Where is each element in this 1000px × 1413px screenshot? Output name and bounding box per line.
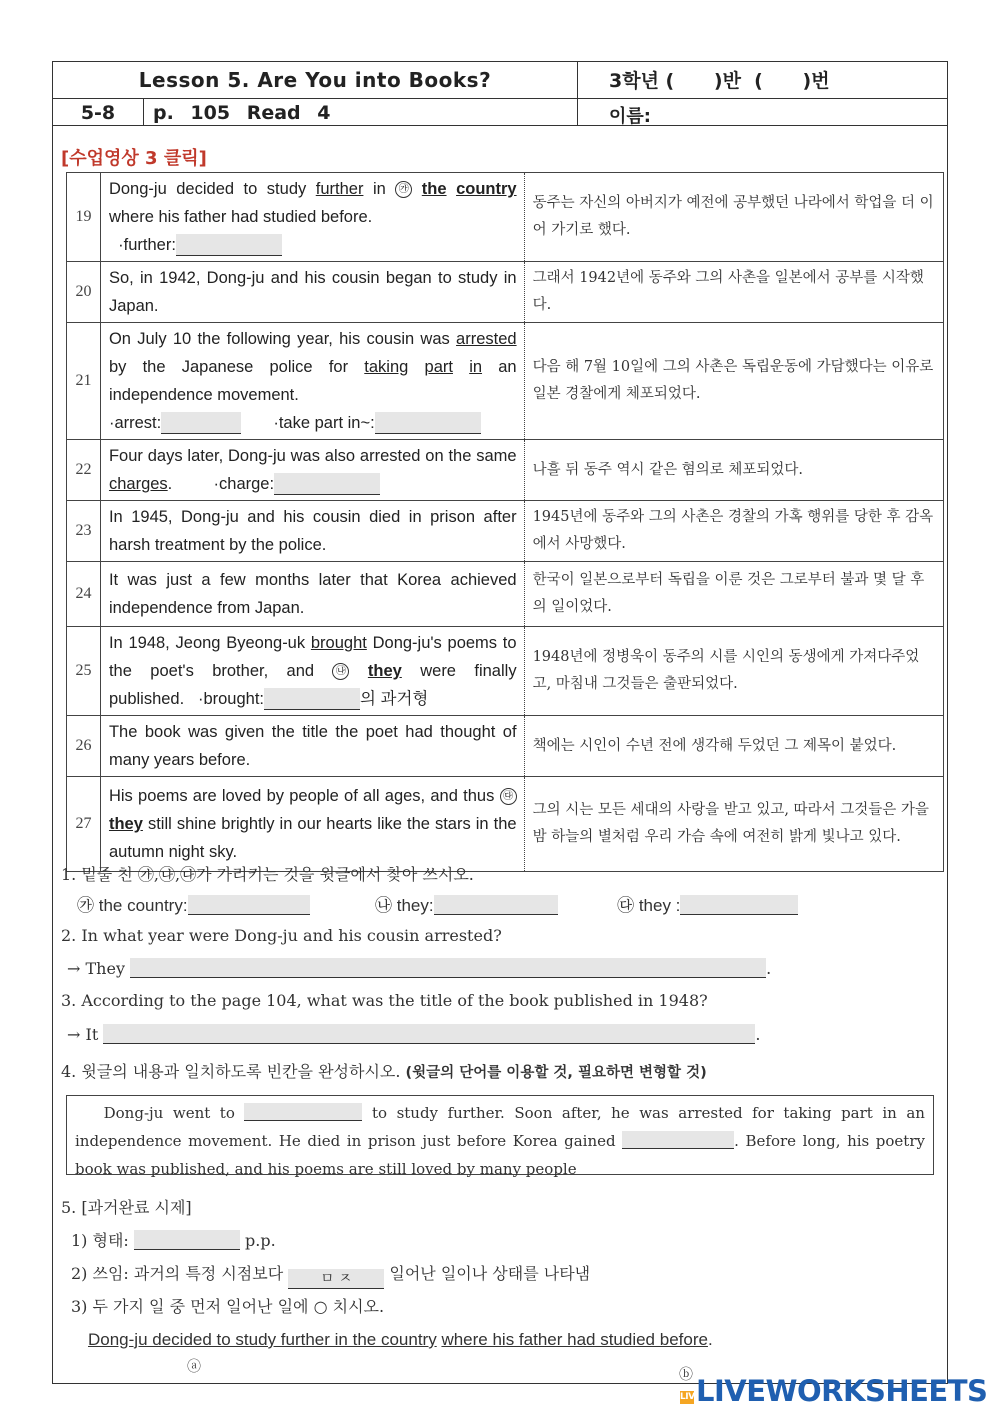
- korean-translation: 다음 해 7월 10일에 그의 사촌은 독립운동에 가담했다는 이유로 일본 경찰에게 체포되었다.: [524, 323, 943, 440]
- question-3: 3. According to the page 104, what was the title of the book published in 1948?: [61, 991, 708, 1010]
- vocab-input-take-part-in[interactable]: [375, 412, 481, 434]
- table-row: [67, 173, 944, 262]
- lesson-page: p. 105 Read 4: [153, 102, 331, 124]
- question-2: 2. In what year were Dong-ju and his cousin arrested?: [61, 926, 502, 945]
- korean-translation: 1945년에 동주와 그의 사촌은 경찰의 가혹 행위를 당한 후 감옥에서 사망했다.: [524, 501, 943, 562]
- korean-translation: 1948년에 정병욱이 동주의 시를 시인의 동생에게 가져다주었고, 마침내 그것들은 출판되었다.: [524, 627, 943, 716]
- vocab-input-charge[interactable]: [274, 473, 380, 495]
- english-sentence: In 1945, Dong-ju and his cousin died in prison after harsh treatment by the police.: [100, 501, 524, 562]
- question-1: 1. 밑줄 친 ㉮,㉯,㉰가 가리키는 것을 윗글에서 찾아 쓰시오.: [61, 865, 474, 884]
- lesson-title: Lesson 5. Are You into Books?: [138, 68, 492, 92]
- table-row: 20 So, in 1942, Dong-ju and his cousin began to study in Japan. 그래서 1942년에 동주와 그의 사촌을 일본에서 공부를 시작했다.: [67, 262, 944, 323]
- q3-answer-row: → It .: [67, 1025, 761, 1044]
- worksheet: [52, 61, 948, 1384]
- english-sentence: The book was given the title the poet had thought of many years before.: [100, 716, 524, 777]
- marker-na: ㉯: [332, 663, 349, 680]
- summary-input-1[interactable]: [244, 1103, 362, 1121]
- english-sentence: So, in 1942, Dong-ju and his cousin began to study in Japan.: [100, 262, 524, 323]
- english-sentence: In 1948, Jeong Byeong-uk brought Dong-ju's poems to the poet's brother, and ㉯ they were finally published. ·brought: 의 과거형: [100, 627, 524, 716]
- english-sentence: His poems are loved by people of all ages, and thus ㉰ they still shine brightly in our hearts like the stars in the autumn night sky.: [100, 777, 524, 872]
- label-b: ⓑ: [679, 1367, 693, 1383]
- marker-da: ㉰: [500, 788, 517, 805]
- q2-input[interactable]: [130, 958, 766, 978]
- question-5: 5. [과거완료 시제]: [61, 1198, 192, 1217]
- name-field[interactable]: 이름:: [609, 106, 651, 127]
- summary-box: Dong-ju went to to study further. Soon after, he was arrested for taking part in an independence movement. He died in prison just before Korea gained . Before long, his poetry book was published, and his poems are still loved by many people: [66, 1095, 934, 1175]
- table-row: 22 Four days later, Dong-ju was also arrested on the same charges. ·charge: 나흘 뒤 동주 역시 같은 혐의로 체포되었다.: [67, 440, 944, 501]
- english-sentence: Four days later, Dong-ju was also arrested on the same charges. ·charge:: [100, 440, 524, 501]
- table-row: 24 It was just a few months later that Korea achieved independence from Japan. 한국이 일본으로부터 독립을 이룬 것은 그로부터 불과 몇 달 후의 일이었다.: [67, 562, 944, 627]
- clause-a[interactable]: Dong-ju decided to study further in the country: [88, 1330, 437, 1349]
- korean-translation: 동주는 자신의 아버지가 예전에 공부했던 나라에서 학업을 더 이어 가기로 했다.: [524, 173, 943, 262]
- q2-answer-row: → They .: [67, 959, 772, 978]
- q5-usage-row: 2) 쓰임: 과거의 특정 시점보다 ㅁ ㅈ 일어난 일이나 상태를 나타냄: [71, 1264, 591, 1287]
- vocab-input-brought[interactable]: [264, 688, 360, 710]
- table-row: 23 In 1945, Dong-ju and his cousin died in prison after harsh treatment by the police. 1945년에 동주와 그의 사촌은 경찰의 가혹 행위를 당한 후 감옥에서 사망했다.: [67, 501, 944, 562]
- q5-usage-input[interactable]: ㅁ ㅈ: [288, 1269, 384, 1289]
- live-badge-icon: LIVE: [680, 1392, 701, 1402]
- class-video-link[interactable]: [수업영상 3 클릭]: [61, 148, 207, 169]
- summary-input-2[interactable]: [622, 1131, 734, 1149]
- marker-ga: ㉮: [395, 181, 412, 198]
- liveworksheets-logo: LIVELIVEWORKSHEETS: [680, 1374, 988, 1408]
- vocab-input-further[interactable]: [176, 234, 282, 256]
- q5-form-input[interactable]: [134, 1230, 240, 1250]
- q1b-input[interactable]: [434, 895, 558, 915]
- table-row: 21 On July 10 the following year, his cousin was arrested by the Japanese police for taking part in an independence movement. ·arrest: ·take part in~: 다음 해 7월 10일에 그의 사촌은 독립운동에 가담했다는 이유로 일본 경찰에게 체포되었다.: [67, 323, 944, 440]
- korean-translation: 한국이 일본으로부터 독립을 이룬 것은 그로부터 불과 몇 달 후의 일이었다.: [524, 562, 943, 627]
- english-sentence: On July 10 the following year, his cousin was arrested by the Japanese police for taking part in an independence movement. ·arrest: ·take part in~:: [100, 323, 524, 440]
- q1a-input[interactable]: [188, 895, 310, 915]
- korean-translation: 나흘 뒤 동주 역시 같은 혐의로 체포되었다.: [524, 440, 943, 501]
- english-sentence: Dong-ju decided to study further in ㉮ the country where his father had studied before. ·further:: [100, 173, 524, 262]
- label-a: ⓐ: [187, 1359, 201, 1375]
- table-row: 25 In 1948, Jeong Byeong-uk brought Dong-ju's poems to the poet's brother, and ㉯ they were finally published. ·brought: 의 과거형 1948년에 정병욱이 동주의 시를 시인의 동생에게 가져다주었고, 마침내 그것들은 출판되었다.: [67, 627, 944, 716]
- korean-translation: 그의 시는 모든 세대의 사랑을 받고 있고, 따라서 그것들은 가을밤 하늘의 별처럼 우리 가슴 속에 여전히 밝게 빛나고 있다.: [524, 777, 943, 872]
- header: [53, 62, 947, 126]
- question-4: 4. 윗글의 내용과 일치하도록 빈칸을 완성하시오. (윗글의 단어를 이용할 것, 필요하면 변형할 것): [61, 1062, 707, 1081]
- row-number: 19: [67, 173, 101, 262]
- q3-input[interactable]: [103, 1024, 755, 1044]
- korean-translation: 그래서 1942년에 동주와 그의 사촌을 일본에서 공부를 시작했다.: [524, 262, 943, 323]
- q1-answer-row: ㉮ the country: ㉯ they: ㉰ they :: [77, 891, 798, 916]
- class-number-field[interactable]: 3학년 ( )반 ( )번: [609, 70, 830, 92]
- english-sentence: It was just a few months later that Korea achieved independence from Japan.: [100, 562, 524, 627]
- clause-b[interactable]: where his father had studied before: [441, 1330, 708, 1349]
- korean-translation: 책에는 시인이 수년 전에 생각해 두었던 그 제목이 붙었다.: [524, 716, 943, 777]
- q1c-input[interactable]: [680, 895, 798, 915]
- lesson-code: 5-8: [80, 102, 116, 124]
- vocab-input-arrest[interactable]: [161, 412, 241, 434]
- reading-table: [66, 172, 944, 872]
- table-row: 26 The book was given the title the poet had thought of many years before. 책에는 시인이 수년 전에 생각해 두었던 그 제목이 붙었다.: [67, 716, 944, 777]
- q5-form-row: 1) 형태: p.p.: [71, 1231, 276, 1250]
- example-sentence: Dong-ju decided to study further in the country where his father had studied before.: [88, 1330, 713, 1349]
- table-row: 27 His poems are loved by people of all ages, and thus ㉰ they still shine brightly in our hearts like the stars in the autumn night sky. 그의 시는 모든 세대의 사랑을 받고 있고, 따라서 그것들은 가을밤 하늘의 별처럼 우리 가슴 속에 여전히 밝게 빛나고 있다.: [67, 777, 944, 872]
- q5-circle-row: 3) 두 가지 일 중 먼저 일어난 일에 ○ 치시오.: [71, 1297, 385, 1316]
